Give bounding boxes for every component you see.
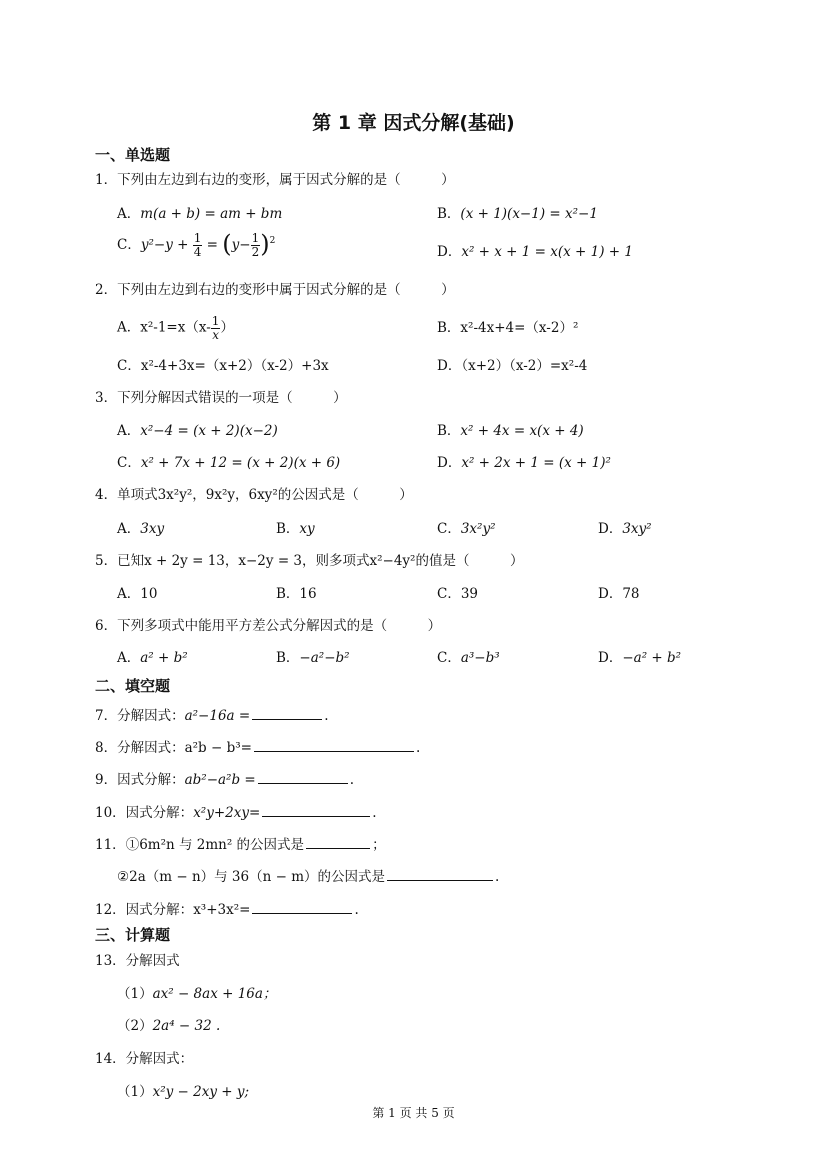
option-label: B． [437,206,461,222]
question-10-stem: 10．因式分解： [95,805,194,821]
option-label: D． [598,586,623,602]
question-5-stem: 5．已知x + 2y = 13，x−2y = 3，则多项式x²−4y²的值是（ ） [95,553,524,569]
question-8-stem: 8．分解因式： [95,740,185,756]
question-11-stem-2: 2a（m − n）与 36（n − m）的公因式是 [129,869,385,885]
option-text: x² + 7x + 12 = (x + 2)(x + 6) [140,455,341,471]
answer-blank[interactable] [262,804,370,817]
answer-blank[interactable] [252,707,322,720]
option-text: 39 [460,586,479,602]
question-13-part-1 [117,988,276,1002]
q5-option-b[interactable] [276,588,317,602]
q2-option-b[interactable] [437,322,578,336]
option-text: （x+2）（x-2）=x²-4 [461,358,588,374]
question-9 [95,771,354,788]
q1-option-c[interactable]: C．y²−y + $\frac{1}{4}$ = (y− $\frac{1}{2}$ )$^2$ [117,230,276,259]
q6-option-d[interactable] [598,652,681,666]
question-8 [95,739,420,756]
option-label: A． [117,586,141,602]
question-9-stem: 9．因式分解： [95,772,185,788]
option-text: x²-4x+4=（x-2）² [460,320,579,336]
option-label: C． [117,455,141,471]
option-label: B． [437,423,461,439]
option-label: C． [117,358,141,374]
part-label: （1） [117,1084,153,1100]
option-text: (x + 1)(x−1) = x²−1 [460,206,598,222]
circled-number: ① [125,837,140,853]
option-label: D． [598,650,623,666]
option-text: 78 [622,586,640,602]
part-label: （2） [117,1018,153,1034]
part-label: （1） [117,986,153,1002]
period: . [415,740,421,756]
paren: ） [220,319,234,336]
option-text: x²-4+3x=（x+2）（x-2）+3x [140,358,329,374]
question-8-expr: a²b − b³= [184,740,252,756]
option-label: B． [276,521,300,537]
option-label: D． [437,358,462,374]
period: . [324,708,329,724]
option-text-right: y− [231,237,251,253]
question-13-part-2 [117,1020,220,1034]
option-label: D． [598,521,623,537]
option-text: m(a + b) = am + bm [140,206,283,222]
period: . [354,902,359,918]
period: . [495,869,500,885]
option-text: −a² + b² [622,650,682,666]
option-label: A． [117,423,141,439]
period: . [372,805,377,821]
fraction: $\frac{1}{4}$ [193,231,202,259]
section-heading-calculation: 三、计算题 [95,926,171,944]
question-1-stem: 1．下列由左边到右边的变形，属于因式分解的是（ ） [95,172,455,188]
answer-blank[interactable] [258,771,348,784]
semicolon: ； [372,837,386,853]
q6-option-a[interactable] [117,652,188,666]
question-13-stem: 13．分解因式 [95,953,180,969]
q4-option-a[interactable] [117,523,164,537]
period: . [349,772,355,788]
question-2-stem: 2．下列由左边到右边的变形中属于因式分解的是（ ） [95,282,455,298]
question-7 [95,707,329,724]
q3-option-c[interactable] [117,457,340,471]
option-label: B． [276,586,300,602]
option-text: a² + b² [140,650,188,666]
answer-blank[interactable] [306,836,370,849]
option-text: x² + 2x + 1 = (x + 1)² [461,455,611,471]
question-12 [95,901,359,918]
question-4-stem: 4．单项式3x²y²，9x²y，6xy²的公因式是（ ） [95,487,413,503]
question-14-stem: 14．分解因式： [95,1051,194,1067]
q2-option-c[interactable] [117,360,329,374]
q6-option-b[interactable] [276,652,350,666]
option-text: 3xy² [622,521,652,537]
option-text: x²-1=x（x- [140,319,211,336]
option-text: 3xy [140,521,165,537]
answer-blank[interactable] [387,868,493,881]
q2-option-a[interactable] [117,315,234,341]
option-text: 10 [140,586,158,602]
question-14-part-1 [117,1086,249,1100]
circled-number: ② [117,869,130,885]
option-text: −a²−b² [299,650,350,666]
option-text: 16 [299,586,317,602]
question-12-expr: x³+3x²= [193,902,251,918]
option-label: C． [437,586,461,602]
option-label: C． [437,521,461,537]
q4-option-c[interactable] [437,523,496,537]
q5-option-a[interactable] [117,588,157,602]
option-text: x² + 4x = x(x + 4) [460,423,584,439]
q3-option-d[interactable] [437,457,611,471]
option-label: A． [117,521,141,537]
section-heading-single-choice: 一、单选题 [95,146,171,164]
option-label: D． [437,455,462,471]
option-label: C． [117,237,141,253]
page-footer: 第 1 页 共 5 页 [372,1106,455,1120]
option-text: a³−b³ [460,650,500,666]
question-11-number: 11． [95,837,126,853]
q3-option-a[interactable] [117,425,278,439]
option-text: x² + x + 1 = x(x + 1) + 1 [461,244,633,260]
option-text-left: y²−y + [140,237,189,253]
option-text: 3x²y² [460,521,496,537]
question-9-expr: ab²−a²b = [184,772,256,788]
question-6-stem: 6．下列多项式中能用平方差公式分解因式的是（ ） [95,618,442,634]
question-7-expr: a²−16a = [184,708,251,724]
option-label: B． [437,320,461,336]
option-label: C． [437,650,461,666]
q4-option-d[interactable] [598,523,652,537]
q3-option-b[interactable] [437,425,584,439]
question-10 [95,804,377,821]
q1-option-b[interactable] [437,208,598,222]
question-11-part-2 [117,868,499,885]
fraction: $\frac{1}{x}$ [211,314,220,342]
option-label: B． [276,650,300,666]
q2-option-d[interactable] [437,360,587,374]
option-text: xy [299,521,315,537]
q1-option-a[interactable] [117,208,282,222]
part-expr: x²y − 2xy + y; [152,1084,250,1100]
option-text: x²−4 = (x + 2)(x−2) [140,423,278,439]
page-title: 第 1 章 因式分解(基础) [312,112,515,134]
question-10-expr: x²y+2xy= [193,805,261,821]
exponent: 2 [269,236,276,246]
q6-option-c[interactable] [437,652,500,666]
answer-blank[interactable] [254,739,414,752]
q4-option-b[interactable] [276,523,315,537]
option-label: A． [117,319,141,336]
part-expr: ax² − 8ax + 16a； [152,986,277,1002]
equals: = [202,237,223,253]
q1-option-d[interactable] [437,246,633,260]
answer-blank[interactable] [252,901,352,914]
question-11-stem-1: 6m²n 与 2mn² 的公因式是 [139,837,305,853]
option-label: A． [117,650,141,666]
question-3-stem: 3．下列分解因式错误的一项是（ ） [95,390,347,406]
question-7-stem: 7．分解因式： [95,708,185,724]
question-11-part-1 [95,836,386,853]
q5-option-d[interactable] [598,588,640,602]
fraction: $\frac{1}{2}$ [251,231,260,259]
option-label: D． [437,244,462,260]
option-label: A． [117,206,141,222]
q5-option-c[interactable] [437,588,478,602]
part-expr: 2a⁴ − 32 . [152,1018,221,1034]
question-12-stem: 12．因式分解： [95,902,194,918]
section-heading-fill-blank: 二、填空题 [95,677,171,695]
